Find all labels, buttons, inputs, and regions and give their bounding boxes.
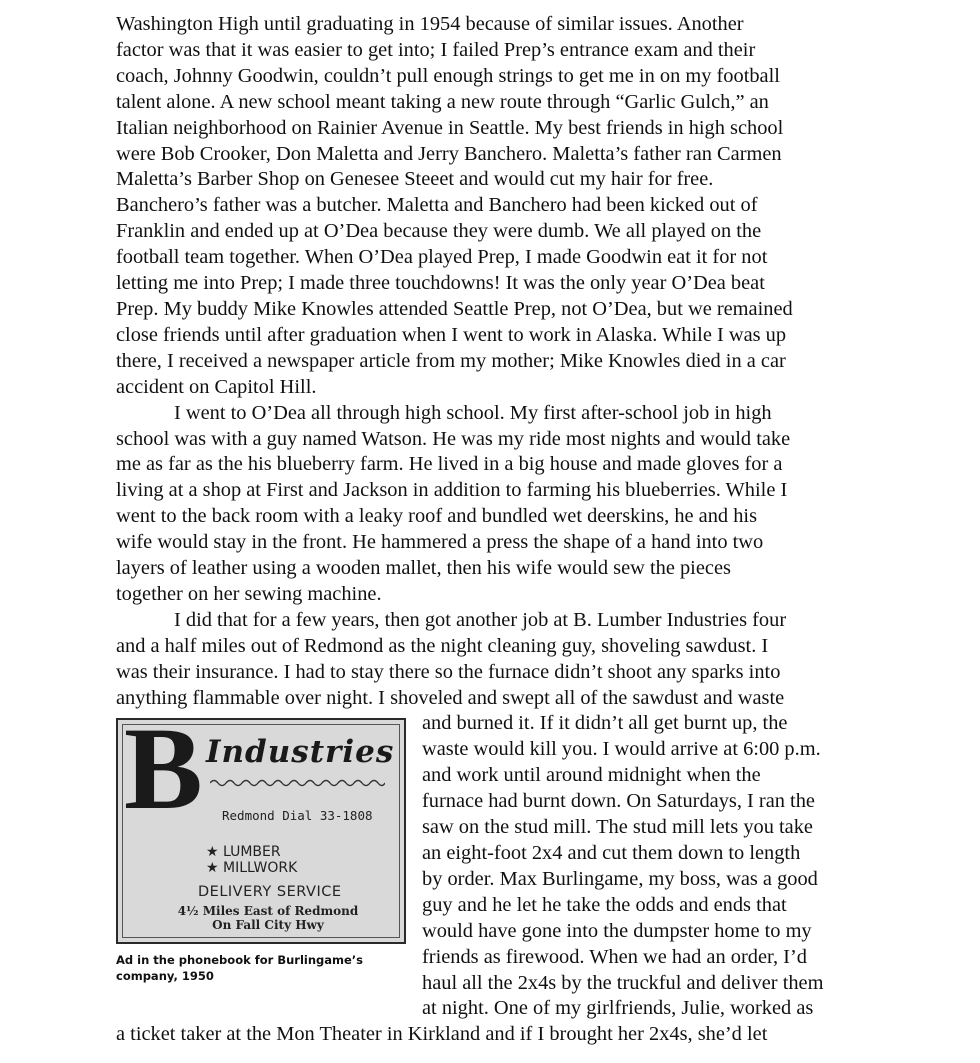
text-line: and burned it. If it didn’t all get burnt up, the bbox=[422, 712, 788, 735]
ad-big-letter: B bbox=[124, 718, 203, 834]
phonebook-ad-image bbox=[116, 718, 406, 944]
text-line: together on her sewing machine. bbox=[116, 582, 382, 605]
ad-phone: Redmond Dial 33-1808 bbox=[222, 808, 373, 823]
text-line: factor was that it was easier to get into; I failed Prep’s entrance exam and their bbox=[116, 38, 756, 61]
text-line: was their insurance. I had to stay there so the furnace didn’t shoot any sparks into bbox=[116, 660, 781, 683]
text-line: guy and he let he take the odds and ends that bbox=[422, 893, 787, 916]
image-caption bbox=[116, 952, 406, 984]
text-line: Prep. My buddy Mike Knowles attended Seattle Prep, not O’Dea, but we remained bbox=[116, 297, 793, 320]
ad-address bbox=[158, 905, 378, 932]
ad-product-lumber: ★ LUMBER bbox=[206, 844, 281, 860]
text-line: haul all the 2x4s by the truckful and deliver them bbox=[422, 971, 824, 994]
text-line: layers of leather using a wooden mallet, then his wife would sew the pieces bbox=[116, 557, 731, 580]
text-line: Franklin and ended up at O’Dea because they were dumb. We all played on the bbox=[116, 220, 762, 243]
text-line: Washington High until graduating in 1954 because of similar issues. Another bbox=[116, 13, 744, 35]
text-line: friends as firewood. When we had an order, I’d bbox=[422, 945, 807, 968]
ad-product-millwork: ★ MILLWORK bbox=[206, 860, 298, 876]
text-line: school was with a guy named Watson. He was my ride most nights and would take bbox=[116, 427, 791, 450]
text-line: wife would stay in the front. He hammered a press the shape of a hand into two bbox=[116, 531, 764, 554]
ad-products bbox=[206, 844, 297, 876]
text-line: were Bob Crooker, Don Maletta and Jerry Banchero. Maletta’s father ran Carmen bbox=[116, 142, 782, 165]
text-line: an eight-foot 2x4 and cut them down to length bbox=[422, 842, 801, 864]
text-line: would have gone into the dumpster home to my bbox=[422, 919, 812, 942]
text-line: football team together. When O’Dea played Prep, I made Goodwin eat it for not bbox=[116, 246, 768, 269]
text-line: coach, Johnny Goodwin, couldn’t pull enough strings to get me in on my football bbox=[116, 64, 780, 87]
text-line: at night. One of my girlfriends, Julie, worked as bbox=[422, 997, 814, 1020]
text-line: and work until around midnight when the bbox=[422, 764, 761, 787]
text-line: saw on the stud mill. The stud mill lets you take bbox=[422, 816, 813, 839]
text-line: close friends until after graduation when I went to work in Alaska. While I was up bbox=[116, 323, 787, 346]
text-line: Banchero’s father was a butcher. Maletta and Banchero had been kicked out of bbox=[116, 194, 758, 217]
caption-line: company, 1950 bbox=[116, 969, 214, 983]
paragraph-first-line: I did that for a few years, then got another job at B. Lumber Industries four bbox=[174, 608, 787, 631]
text-line: talent alone. A new school meant taking a new route through “Garlic Gulch,” an bbox=[116, 90, 769, 113]
caption-line: Ad in the phonebook for Burlingame’s bbox=[116, 953, 364, 967]
text-line: and a half miles out of Redmond as the night cleaning guy, shoveling sawdust. I bbox=[116, 634, 769, 657]
text-line: went to the back room with a leaky roof and bundled wet deerskins, he and his bbox=[116, 505, 758, 528]
text-line: accident on Capitol Hill. bbox=[116, 375, 317, 398]
ad-wave-divider bbox=[210, 778, 385, 788]
text-line: by order. Max Burlingame, my boss, was a good bbox=[422, 867, 818, 890]
paragraph-first-line: I went to O’Dea all through high school. My first after-school job in high bbox=[174, 401, 772, 424]
text-line: me as far as the his blueberry farm. He lived in a big house and made gloves for a bbox=[116, 453, 783, 476]
text-line: a ticket taker at the Mon Theater in Kirkland and if I brought her 2x4s, she’d let bbox=[116, 1023, 768, 1046]
ad-address-line: On Fall City Hwy bbox=[212, 917, 324, 932]
text-line: Maletta’s Barber Shop on Genesee Steeet and would cut my hair for free. bbox=[116, 168, 714, 191]
ad-delivery-service: DELIVERY SERVICE bbox=[198, 884, 342, 900]
text-line: waste would kill you. I would arrive at 6:00 p.m. bbox=[422, 738, 821, 761]
ad-company-name: Industries bbox=[206, 734, 395, 770]
text-line: Italian neighborhood on Rainier Avenue in Seattle. My best friends in high school bbox=[116, 116, 784, 139]
text-line: letting me into Prep; I made three touchdowns! It was the only year O’Dea beat bbox=[116, 272, 765, 295]
text-line: there, I received a newspaper article from my mother; Mike Knowles died in a car bbox=[116, 349, 786, 372]
text-line: living at a shop at First and Jackson in addition to farming his blueberries. While I bbox=[116, 479, 788, 502]
text-line: furnace had burnt down. On Saturdays, I ran the bbox=[422, 790, 815, 813]
ad-address-line: 4½ Miles East of Redmond bbox=[177, 904, 359, 918]
text-line: anything flammable over night. I shoveled and swept all of the sawdust and waste bbox=[116, 686, 785, 709]
